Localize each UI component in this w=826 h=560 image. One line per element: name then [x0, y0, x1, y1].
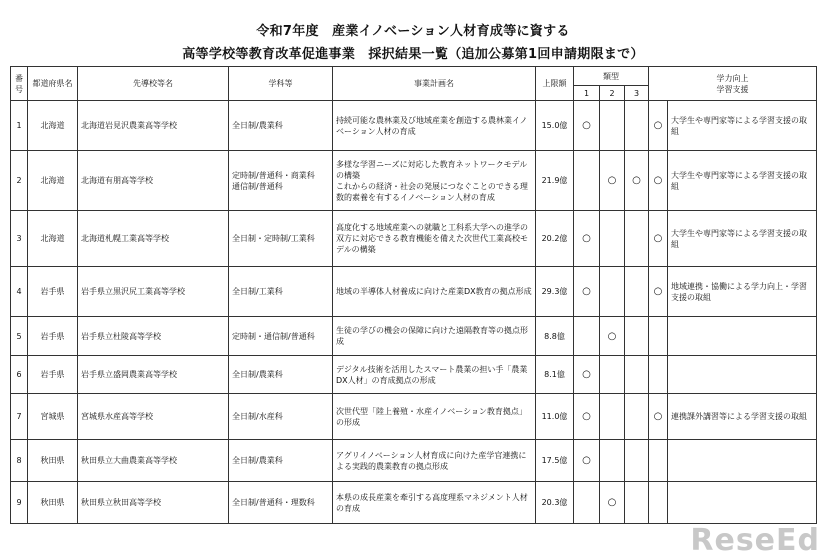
table-row: [11, 317, 817, 356]
type-2-mark: [600, 267, 625, 317]
limit-cell: 8.8億: [536, 317, 574, 356]
school-cell: 北海道岩見沢農業高等学校: [78, 101, 229, 151]
limit-cell: 20.3億: [536, 482, 574, 524]
school-cell: 秋田県立秋田高等学校: [78, 482, 229, 524]
header-row: [11, 67, 817, 86]
type-3-mark: [625, 482, 649, 524]
school-cell: 秋田県立大曲農業高等学校: [78, 440, 229, 482]
type-1-mark: [574, 151, 600, 211]
support-mark: ○: [649, 101, 668, 151]
course-cell: 全日制・定時制/工業科: [229, 211, 333, 267]
row-number: 5: [11, 317, 28, 356]
type-2-mark: [600, 356, 625, 394]
row-number: 2: [11, 151, 28, 211]
row-number: 4: [11, 267, 28, 317]
type-1-mark: [574, 482, 600, 524]
course-cell: 定時制/普通科・商業科 通信制/普通科: [229, 151, 333, 211]
prefecture-cell: 岩手県: [28, 317, 78, 356]
header-support: 学力向上 学習支援: [649, 67, 817, 101]
support-cell: 地域連携・協働による学力向上・学習支援の取組: [668, 267, 817, 317]
prefecture-cell: 秋田県: [28, 482, 78, 524]
row-number: 6: [11, 356, 28, 394]
type-2-mark: ○: [600, 482, 625, 524]
header-type-2: 2: [600, 86, 625, 101]
prefecture-cell: 北海道: [28, 151, 78, 211]
header-prefecture: 都道府県名: [28, 67, 78, 101]
type-1-mark: ○: [574, 394, 600, 440]
header-no: 番号: [11, 67, 28, 101]
type-1-mark: ○: [574, 211, 600, 267]
table-row: [11, 267, 817, 317]
table-row: [11, 394, 817, 440]
plan-cell: アグリイノベーション人材育成に向けた産学官連携による実践的農業教育の拠点形成: [333, 440, 536, 482]
table-row: [11, 440, 817, 482]
limit-cell: 21.9億: [536, 151, 574, 211]
table-row: [11, 482, 817, 524]
header-limit: 上限額: [536, 67, 574, 101]
type-2-mark: [600, 101, 625, 151]
support-mark: [649, 317, 668, 356]
support-cell: [668, 440, 817, 482]
header-school: 先導校等名: [78, 67, 229, 101]
plan-cell: 地域の半導体人材養成に向けた産業DX教育の拠点形成: [333, 267, 536, 317]
course-cell: 全日制/農業科: [229, 440, 333, 482]
support-cell: 大学生や専門家等による学習支援の取組: [668, 151, 817, 211]
type-3-mark: [625, 267, 649, 317]
school-cell: 岩手県立盛岡農業高等学校: [78, 356, 229, 394]
course-cell: 全日制/普通科・理数科: [229, 482, 333, 524]
type-2-mark: [600, 394, 625, 440]
support-cell: [668, 482, 817, 524]
type-3-mark: [625, 440, 649, 482]
support-mark: ○: [649, 211, 668, 267]
course-cell: 全日制/農業科: [229, 101, 333, 151]
school-cell: 北海道有朋高等学校: [78, 151, 229, 211]
plan-cell: 持続可能な農林業及び地域産業を創造する農林業イノベーション人材の育成: [333, 101, 536, 151]
type-1-mark: ○: [574, 440, 600, 482]
type-3-mark: ○: [625, 151, 649, 211]
header-plan: 事業計画名: [333, 67, 536, 101]
course-cell: 全日制/農業科: [229, 356, 333, 394]
page-title: 令和7年度 産業イノベーション人材育成等に資する: [256, 24, 570, 39]
plan-cell: デジタル技術を活用したスマート農業の担い手「農業DX人材」の育成拠点の形成: [333, 356, 536, 394]
limit-cell: 8.1億: [536, 356, 574, 394]
course-cell: 全日制/工業科: [229, 267, 333, 317]
support-mark: ○: [649, 151, 668, 211]
results-table: [10, 66, 817, 524]
type-2-mark: ○: [600, 317, 625, 356]
limit-cell: 29.3億: [536, 267, 574, 317]
watermark-logo: ReseEd: [690, 523, 820, 558]
plan-cell: 本県の成長産業を牽引する高度理系マネジメント人材の育成: [333, 482, 536, 524]
row-number: 9: [11, 482, 28, 524]
support-cell: 大学生や専門家等による学習支援の取組: [668, 101, 817, 151]
type-1-mark: ○: [574, 356, 600, 394]
support-mark: [649, 482, 668, 524]
support-cell: [668, 356, 817, 394]
limit-cell: 11.0億: [536, 394, 574, 440]
type-2-mark: [600, 440, 625, 482]
plan-cell: 生徒の学びの機会の保障に向けた遠隔教育等の拠点形成: [333, 317, 536, 356]
support-mark: ○: [649, 394, 668, 440]
table-row: [11, 211, 817, 267]
support-cell: [668, 317, 817, 356]
type-2-mark: [600, 211, 625, 267]
type-1-mark: ○: [574, 101, 600, 151]
prefecture-cell: 北海道: [28, 101, 78, 151]
plan-cell: 多様な学習ニーズに対応した教育ネットワークモデルの構築 これからの経済・社会の発展につなぐことのできる理数的素養を有するイノベーション人材の育成: [333, 151, 536, 211]
table-row: [11, 151, 817, 211]
type-3-mark: [625, 101, 649, 151]
header-course: 学科等: [229, 67, 333, 101]
header-type: 類型: [574, 67, 649, 86]
support-mark: [649, 356, 668, 394]
school-cell: 宮城県水産高等学校: [78, 394, 229, 440]
type-3-mark: [625, 394, 649, 440]
page-subtitle: 高等学校等教育改革促進事業 採択結果一覧（追加公募第1回申請期限まで）: [182, 47, 644, 62]
course-cell: 全日制/水産科: [229, 394, 333, 440]
row-number: 8: [11, 440, 28, 482]
prefecture-cell: 宮城県: [28, 394, 78, 440]
type-3-mark: [625, 356, 649, 394]
type-2-mark: ○: [600, 151, 625, 211]
row-number: 7: [11, 394, 28, 440]
prefecture-cell: 北海道: [28, 211, 78, 267]
support-mark: [649, 440, 668, 482]
plan-cell: 次世代型「陸上養殖・水産イノベーション教育拠点」の形成: [333, 394, 536, 440]
support-cell: 大学生や専門家等による学習支援の取組: [668, 211, 817, 267]
school-cell: 岩手県立黒沢尻工業高等学校: [78, 267, 229, 317]
row-number: 3: [11, 211, 28, 267]
limit-cell: 15.0億: [536, 101, 574, 151]
support-mark: ○: [649, 267, 668, 317]
school-cell: 北海道札幌工業高等学校: [78, 211, 229, 267]
support-cell: 連携課外講習等による学習支援の取組: [668, 394, 817, 440]
type-3-mark: [625, 317, 649, 356]
prefecture-cell: 岩手県: [28, 267, 78, 317]
prefecture-cell: 岩手県: [28, 356, 78, 394]
header-type-1: 1: [574, 86, 600, 101]
limit-cell: 20.2億: [536, 211, 574, 267]
school-cell: 岩手県立杜陵高等学校: [78, 317, 229, 356]
type-1-mark: ○: [574, 267, 600, 317]
table-row: [11, 101, 817, 151]
table-row: [11, 356, 817, 394]
prefecture-cell: 秋田県: [28, 440, 78, 482]
type-1-mark: [574, 317, 600, 356]
row-number: 1: [11, 101, 28, 151]
plan-cell: 高度化する地域産業への就職と工科系大学への進学の双方に対応できる教育機能を備えた次世代工業高校モデルの構築: [333, 211, 536, 267]
header-type-3: 3: [625, 86, 649, 101]
course-cell: 定時制・通信制/普通科: [229, 317, 333, 356]
type-3-mark: [625, 211, 649, 267]
limit-cell: 17.5億: [536, 440, 574, 482]
